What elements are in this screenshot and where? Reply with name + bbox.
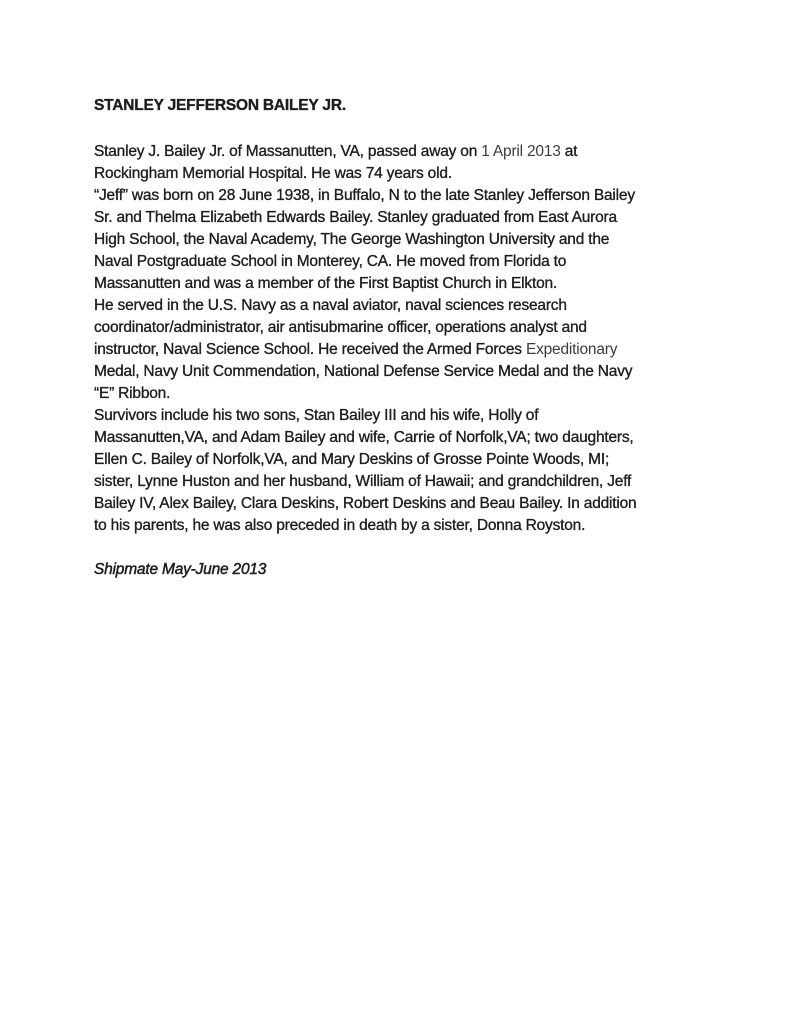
text-line	[94, 449, 721, 471]
text-line	[94, 141, 721, 163]
text-segment: Ellen C. Bailey of Norfolk,VA, and Mary Deskins of Grosse Pointe Woods, MI;	[94, 451, 610, 468]
text-segment: Survivors include his two sons, Stan Bailey III and his wife, Holly of	[94, 407, 539, 424]
text-line	[94, 185, 721, 207]
text-segment: Medal, Navy Unit Commendation, National Defense Service Medal and the Navy	[94, 363, 633, 380]
source-citation: Shipmate May-June 2013	[94, 561, 267, 578]
text-line	[94, 295, 721, 317]
text-segment: to his parents, he was also preceded in death by a sister, Donna Royston.	[94, 517, 586, 534]
text-line	[94, 427, 721, 449]
text-line	[94, 471, 721, 493]
text-segment: High School, the Naval Academy, The George Washington University and the	[94, 231, 610, 248]
text-segment: Stanley J. Bailey Jr. of Massanutten, VA, passed away on	[94, 143, 482, 160]
text-segment: Massanutten and was a member of the First Baptist Church in Elkton.	[94, 275, 558, 292]
text-line	[94, 251, 721, 273]
text-line	[94, 273, 721, 295]
text-line	[94, 317, 721, 339]
body-lines	[94, 141, 721, 537]
text-segment: sister, Lynne Huston and her husband, William of Hawaii; and grandchildren, Jeff	[94, 473, 632, 490]
text-line	[94, 405, 721, 427]
text-line	[94, 515, 721, 537]
document-title: STANLEY JEFFERSON BAILEY JR.	[94, 97, 346, 114]
text-segment: Massanutten,VA, and Adam Bailey and wife, Carrie of Norfolk,VA; two daughters,	[94, 429, 634, 446]
text-line	[94, 163, 721, 185]
text-segment-light: 1 April 2013	[481, 143, 561, 160]
text-line	[94, 383, 721, 405]
text-segment: at	[560, 143, 578, 160]
text-segment-light: Expeditionary	[525, 341, 618, 358]
text-segment: instructor, Naval Science School. He received the Armed Forces	[94, 341, 526, 358]
text-line	[94, 493, 721, 515]
text-segment: Naval Postgraduate School in Monterey, CA. He moved from Florida to	[94, 253, 567, 270]
text-line	[94, 207, 721, 229]
text-segment: coordinator/administrator, air antisubmarine officer, operations analyst and	[94, 319, 587, 336]
text-segment: Bailey IV, Alex Bailey, Clara Deskins, Robert Deskins and Beau Bailey. In addition	[94, 495, 637, 512]
text-segment: Sr. and Thelma Elizabeth Edwards Bailey. Stanley graduated from East Aurora	[94, 209, 617, 226]
text-segment: He served in the U.S. Navy as a naval aviator, naval sciences research	[94, 297, 567, 314]
text-line	[94, 229, 721, 251]
text-segment: “Jeff” was born on 28 June 1938, in Buffalo, N to the late Stanley Jefferson Bailey	[94, 187, 635, 204]
text-line	[94, 361, 721, 383]
text-segment: “E” Ribbon.	[94, 385, 171, 402]
text-line	[94, 339, 721, 361]
text-segment: Rockingham Memorial Hospital. He was 74 years old.	[94, 165, 452, 182]
